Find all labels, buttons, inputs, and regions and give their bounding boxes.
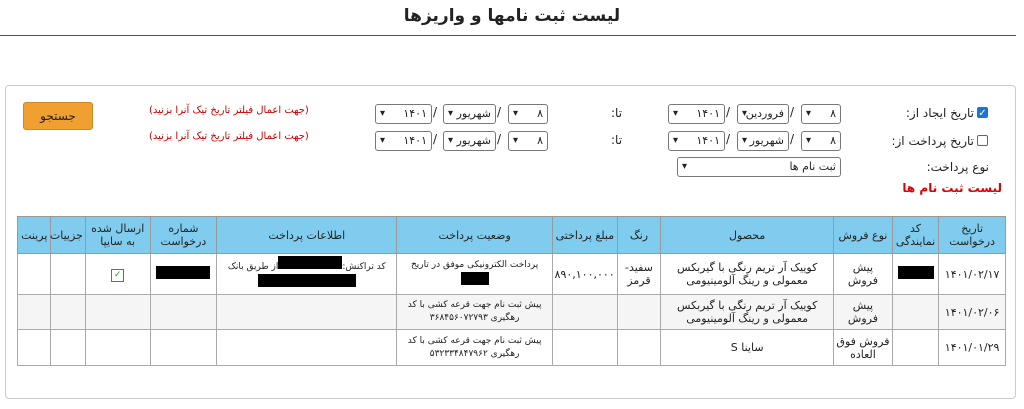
cell-payment-info: [217, 295, 397, 330]
chevron-down-icon: ▾: [513, 135, 519, 146]
date-separator: /: [726, 132, 731, 146]
cell-amount: [553, 295, 618, 330]
header-payment-info[interactable]: اطلاعات پرداخت: [217, 217, 397, 254]
chevron-down-icon: ▾: [380, 135, 386, 146]
cell-date: ۱۴۰۱/۰۲/۰۶: [939, 295, 1006, 330]
chevron-down-icon: ▾: [806, 108, 812, 119]
chevron-down-icon: ▾: [448, 108, 454, 119]
payment-to-month-select[interactable]: شهریور ▾: [443, 131, 496, 151]
cell-product: کوییک آر تریم رنگی با گیربکس معمولی و رینگ آلومینیومی: [661, 295, 834, 330]
chevron-down-icon: ▾: [742, 108, 748, 119]
chevron-down-icon: ▾: [682, 161, 688, 172]
payment-to-year-select[interactable]: ۱۴۰۱ ▾: [375, 131, 432, 151]
payment-type-label: نوع پرداخت:: [926, 160, 989, 174]
date-separator: /: [433, 132, 438, 146]
payment-from-day-select[interactable]: ۸ ▾: [801, 131, 841, 151]
payment-from-year-select[interactable]: ۱۴۰۱ ▾: [668, 131, 725, 151]
redacted-block: [898, 266, 934, 279]
payment-date-label: تاریخ پرداخت از:: [891, 134, 974, 148]
payment-filter-hint: (جهت اعمال فیلتر تاریخ تیک آنرا بزنید): [149, 131, 309, 142]
cell-agent: [892, 295, 939, 330]
created-date-label: تاریخ ایجاد از:: [905, 106, 974, 120]
date-separator: /: [433, 105, 438, 119]
cell-product: کوییک آر تریم رنگی با گیربکس معمولی و رینگ آلومینیومی: [661, 254, 834, 295]
title-divider: [0, 35, 1016, 36]
payment-type-select[interactable]: ثبت نام ها ▾: [677, 157, 841, 177]
chevron-down-icon: ▾: [513, 108, 519, 119]
created-from-day-select[interactable]: ۸ ▾: [801, 104, 841, 124]
tracking-text: رهگیری ۳۶۸۴۵۶۰۷۲۷۹۳: [429, 313, 520, 323]
status-text: پیش ثبت نام جهت قرعه کشی با کد: [407, 300, 542, 310]
status-text: پرداخت الکترونیکی موفق در تاریخ: [410, 259, 539, 270]
cell-sent: [85, 254, 150, 295]
header-amount[interactable]: مبلغ پرداختی: [553, 217, 618, 254]
page-title: لیست ثبت نامها و واریزها: [403, 6, 621, 26]
created-date-checkbox[interactable]: ✓: [978, 108, 987, 119]
cell-details[interactable]: [51, 330, 85, 366]
redacted-block: [156, 266, 210, 279]
payment-to-day-select[interactable]: ۸ ▾: [508, 131, 548, 151]
created-to-day-select[interactable]: ۸ ▾: [508, 104, 548, 124]
date-separator: /: [726, 105, 731, 119]
date-separator: /: [497, 132, 502, 146]
payment-from-month-select[interactable]: شهریور ▾: [737, 131, 789, 151]
header-print[interactable]: پرینت: [18, 217, 51, 254]
header-request-number[interactable]: شماره درخواست: [150, 217, 217, 254]
cell-amount: [553, 330, 618, 366]
cell-status: [397, 330, 553, 366]
cell-date: ۱۴۰۱/۰۱/۲۹: [939, 330, 1006, 366]
header-color[interactable]: رنگ: [617, 217, 660, 254]
search-button[interactable]: جستجو: [23, 102, 93, 130]
chevron-down-icon: ▾: [673, 135, 679, 146]
cell-payment-info: [217, 254, 397, 295]
cell-agent: [892, 254, 939, 295]
created-filter-hint: (جهت اعمال فیلتر تاریخ تیک آنرا بزنید): [149, 105, 309, 116]
cell-color: [617, 330, 660, 366]
cell-print[interactable]: [18, 295, 51, 330]
created-to-month-select[interactable]: شهریور ▾: [443, 104, 496, 124]
checkmark-icon: ✓: [111, 269, 124, 282]
cell-request-number: [150, 295, 217, 330]
bank-label: از طریق بانک: [227, 262, 279, 272]
cell-payment-info: [217, 330, 397, 366]
cell-request-number: [150, 254, 217, 295]
date-separator: /: [497, 105, 502, 119]
created-to-year-select[interactable]: ۱۴۰۱ ▾: [375, 104, 432, 124]
cell-color: سفید-قرمز: [617, 254, 660, 295]
status-text: پیش ثبت نام جهت قرعه کشی با کد: [407, 335, 542, 346]
header-date[interactable]: تاریخ درخواست: [939, 217, 1006, 254]
cell-sent: [85, 330, 150, 366]
cell-details[interactable]: [51, 254, 85, 295]
header-details[interactable]: جزییات: [51, 217, 85, 254]
cell-details[interactable]: [51, 295, 85, 330]
cell-product: ساینا S: [661, 330, 834, 366]
payment-date-checkbox[interactable]: [977, 135, 988, 146]
date-separator: /: [790, 132, 795, 146]
cell-request-number: [150, 330, 217, 366]
tracking-text: رهگیری ۵۳۲۳۳۴۸۴۷۹۶۲: [429, 348, 520, 359]
chevron-down-icon: ▾: [380, 108, 386, 119]
cell-agent: [892, 330, 939, 366]
chevron-down-icon: ▾: [806, 135, 812, 146]
table-row[interactable]: [18, 330, 1006, 366]
cell-date: ۱۴۰۱/۰۲/۱۷: [939, 254, 1006, 295]
cell-print[interactable]: [18, 254, 51, 295]
created-to-label: تا:: [611, 106, 623, 120]
cell-status: [397, 254, 553, 295]
cell-amount: ۸۹۰,۱۰۰,۰۰۰: [553, 254, 618, 295]
redacted-block: [278, 256, 342, 269]
cell-print[interactable]: [18, 330, 51, 366]
header-sale-type[interactable]: نوع فروش: [834, 217, 893, 254]
table-header: [18, 217, 1006, 254]
registrations-table: [17, 216, 1006, 366]
cell-sent: [85, 295, 150, 330]
cell-color: [617, 295, 660, 330]
txn-label: کد تراکنش:: [342, 262, 386, 272]
header-agent[interactable]: کد نمایندگی: [892, 217, 939, 254]
header-sent-saipa[interactable]: ارسال شده به سایپا: [85, 217, 150, 254]
cell-sale-type: فروش فوق العاده: [834, 330, 893, 366]
redacted-block: [258, 274, 356, 287]
header-product[interactable]: محصول: [661, 217, 834, 254]
list-title: لیست ثبت نام ها: [902, 181, 1002, 195]
chevron-down-icon: ▾: [673, 108, 679, 119]
cell-sale-type: پیش فروش: [834, 295, 893, 330]
created-from-year-select[interactable]: ۱۴۰۱ ▾: [668, 104, 725, 124]
date-separator: /: [790, 105, 795, 119]
created-from-month-select[interactable]: فروردین ▾: [737, 104, 789, 124]
redacted-block: [461, 272, 489, 285]
chevron-down-icon: ▾: [448, 135, 454, 146]
cell-sale-type: پیش فروش: [834, 254, 893, 295]
header-status[interactable]: وضعیت پرداخت: [397, 217, 553, 254]
payment-to-label: تا:: [611, 133, 623, 147]
table-row[interactable]: [18, 295, 1006, 330]
table-row[interactable]: [18, 254, 1006, 295]
cell-status: [397, 295, 553, 330]
chevron-down-icon: ▾: [742, 135, 748, 146]
